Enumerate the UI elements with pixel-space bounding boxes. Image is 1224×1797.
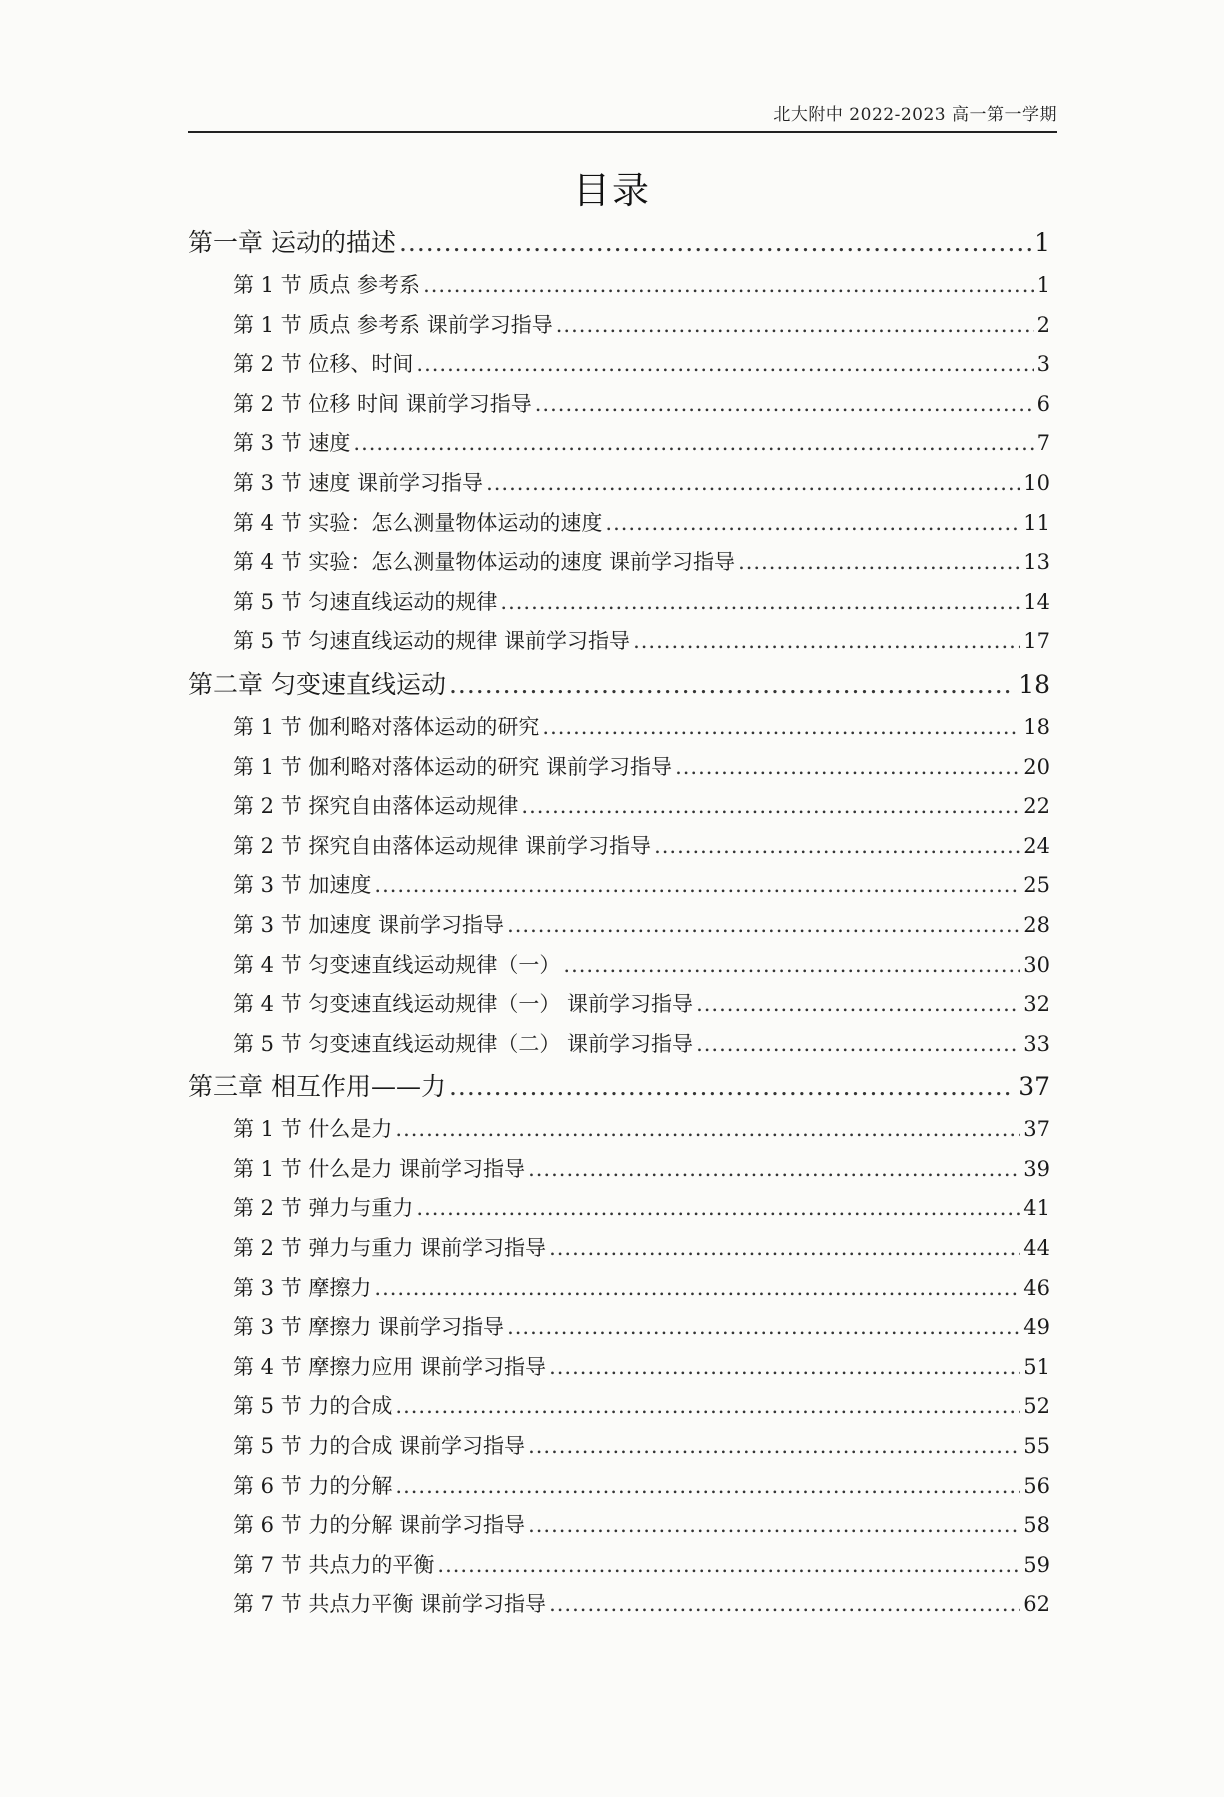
- toc-section-entry: [188, 748, 1050, 788]
- toc-page-number: 58: [1023, 1513, 1050, 1538]
- dot-leader: [563, 946, 1020, 986]
- dot-leader: [696, 1025, 1020, 1065]
- dot-leader: [654, 827, 1020, 867]
- toc-entry-title: 第二章 匀变速直线运动: [188, 669, 446, 699]
- dot-leader: [374, 866, 1020, 906]
- dot-leader: [353, 424, 1033, 464]
- toc-page-number: 41: [1023, 1196, 1050, 1221]
- toc-page-number: 17: [1023, 629, 1050, 654]
- toc-section-entry: [188, 504, 1050, 544]
- toc-entry-title: 第 4 节 实验：怎么测量物体运动的速度: [233, 510, 603, 535]
- dot-leader: [633, 622, 1020, 662]
- dot-leader: [399, 220, 1031, 266]
- toc-entry-title: 第 5 节 匀速直线运动的规律: [233, 589, 498, 614]
- toc-section-entry: [188, 866, 1050, 906]
- toc-page-number: 24: [1023, 833, 1050, 858]
- dot-leader: [437, 1546, 1020, 1586]
- toc-entry-title: 第三章 相互作用——力: [188, 1072, 446, 1102]
- toc-page-number: 39: [1023, 1156, 1050, 1181]
- toc-entry-title: 第 2 节 弹力与重力 课前学习指导: [233, 1236, 547, 1261]
- toc-section-entry: [188, 622, 1050, 662]
- toc-section-entry: [188, 1269, 1050, 1309]
- toc-page-number: 14: [1023, 589, 1050, 614]
- toc-section-entry: [188, 787, 1050, 827]
- toc-page-number: 32: [1023, 992, 1050, 1017]
- toc-entry-title: 第 4 节 实验：怎么测量物体运动的速度 课前学习指导: [233, 550, 736, 575]
- toc-entry-title: 第 1 节 伽利略对落体运动的研究: [233, 714, 540, 739]
- dot-leader: [486, 464, 1020, 504]
- toc-page-number: 10: [1023, 470, 1050, 495]
- toc-page-number: 55: [1023, 1434, 1050, 1459]
- toc-page-number: 25: [1023, 873, 1050, 898]
- toc-entry-title: 第 3 节 速度: [233, 431, 351, 456]
- toc-section-entry: [188, 906, 1050, 946]
- toc-section-entry: [188, 985, 1050, 1025]
- toc-page-number: 1: [1034, 228, 1050, 257]
- dot-leader: [549, 1348, 1020, 1388]
- dot-leader: [675, 748, 1020, 788]
- dot-leader: [507, 906, 1020, 946]
- toc-entry-title: 第 4 节 匀变速直线运动规律（一）: [233, 952, 561, 977]
- toc-page-number: 2: [1036, 312, 1050, 337]
- dot-leader: [500, 583, 1020, 623]
- toc-section-entry: [188, 543, 1050, 583]
- toc-entry-title: 第 3 节 速度 课前学习指导: [233, 470, 484, 495]
- dot-leader: [696, 985, 1020, 1025]
- toc-entry-title: 第 2 节 探究自由落体运动规律: [233, 794, 519, 819]
- toc-section-entry: [188, 827, 1050, 867]
- dot-leader: [556, 306, 1034, 346]
- toc-page-number: 37: [1023, 1117, 1050, 1142]
- running-header: 北大附中 2022-2023 高一第一学期: [773, 105, 1057, 125]
- toc-section-entry: [188, 1348, 1050, 1388]
- toc-page-number: 13: [1023, 550, 1050, 575]
- toc-entry-title: 第 2 节 弹力与重力: [233, 1196, 414, 1221]
- toc-section-entry: [188, 946, 1050, 986]
- dot-leader: [549, 1585, 1020, 1625]
- toc-entry-title: 第 1 节 质点 参考系 课前学习指导: [233, 312, 553, 337]
- toc-entry-title: 第一章 运动的描述: [188, 228, 396, 257]
- dot-leader: [738, 543, 1020, 583]
- toc-entry-title: 第 7 节 共点力的平衡: [233, 1552, 435, 1577]
- toc-section-entry: [188, 583, 1050, 623]
- toc-page-number: 37: [1018, 1072, 1050, 1102]
- toc-entry-title: 第 3 节 摩擦力 课前学习指导: [233, 1315, 505, 1340]
- toc-entry-title: 第 3 节 加速度: [233, 873, 372, 898]
- toc-chapter-entry: [188, 1064, 1050, 1110]
- dot-leader: [542, 708, 1020, 748]
- toc-entry-title: 第 1 节 什么是力 课前学习指导: [233, 1156, 526, 1181]
- toc-page-number: 18: [1023, 714, 1050, 739]
- toc-section-entry: [188, 424, 1050, 464]
- page-title: 目录: [573, 169, 651, 212]
- dot-leader: [449, 662, 1015, 708]
- toc-page-number: 28: [1023, 912, 1050, 937]
- toc-section-entry: [188, 1025, 1050, 1065]
- toc-section-entry: [188, 385, 1050, 425]
- dot-leader: [449, 1064, 1015, 1110]
- dot-leader: [416, 345, 1033, 385]
- toc-page-number: 3: [1036, 352, 1050, 377]
- toc-section-entry: [188, 1387, 1050, 1427]
- toc-entry-title: 第 1 节 质点 参考系: [233, 273, 421, 297]
- toc-section-entry: [188, 464, 1050, 504]
- toc-entry-title: 第 5 节 匀速直线运动的规律 课前学习指导: [233, 629, 631, 654]
- toc-page-number: 33: [1023, 1031, 1050, 1056]
- toc-entry-title: 第 2 节 探究自由落体运动规律 课前学习指导: [233, 833, 652, 858]
- toc-entry-title: 第 5 节 力的合成: [233, 1394, 393, 1419]
- toc-page-number: 52: [1023, 1394, 1050, 1419]
- toc-page-number: 7: [1036, 431, 1050, 456]
- dot-leader: [535, 385, 1034, 425]
- toc-page-number: 59: [1023, 1552, 1050, 1577]
- toc-chapter-entry: [188, 662, 1050, 708]
- toc-page-number: 49: [1023, 1315, 1050, 1340]
- toc-section-entry: [188, 1229, 1050, 1269]
- dot-leader: [521, 787, 1020, 827]
- toc-page-number: 62: [1023, 1592, 1050, 1617]
- dot-leader: [374, 1269, 1020, 1309]
- toc-entry-title: 第 1 节 伽利略对落体运动的研究 课前学习指导: [233, 754, 673, 779]
- toc-entry-title: 第 6 节 力的分解 课前学习指导: [233, 1513, 526, 1538]
- toc-entry-title: 第 7 节 共点力平衡 课前学习指导: [233, 1592, 547, 1617]
- dot-leader: [423, 266, 1034, 306]
- toc-page-number: 18: [1018, 669, 1050, 699]
- toc-page-number: 11: [1023, 510, 1050, 535]
- toc-page-number: 30: [1023, 952, 1050, 977]
- toc-section-entry: [188, 708, 1050, 748]
- toc-section-entry: [188, 266, 1050, 306]
- dot-leader: [528, 1427, 1020, 1467]
- toc-section-entry: [188, 1150, 1050, 1190]
- toc-page-number: 51: [1023, 1354, 1050, 1379]
- toc-entry-title: 第 3 节 摩擦力: [233, 1275, 372, 1300]
- toc-section-entry: [188, 345, 1050, 385]
- toc-entry-title: 第 4 节 摩擦力应用 课前学习指导: [233, 1354, 547, 1379]
- toc-section-entry: [188, 1467, 1050, 1507]
- toc-section-entry: [188, 1427, 1050, 1467]
- toc-page-number: 22: [1023, 794, 1050, 819]
- dot-leader: [507, 1308, 1020, 1348]
- toc-section-entry: [188, 306, 1050, 346]
- dot-leader: [395, 1387, 1020, 1427]
- toc-page-number: 20: [1023, 754, 1050, 779]
- dot-leader: [528, 1150, 1020, 1190]
- dot-leader: [416, 1189, 1020, 1229]
- toc-section-entry: [188, 1585, 1050, 1625]
- toc-entry-title: 第 3 节 加速度 课前学习指导: [233, 912, 505, 937]
- toc-section-entry: [188, 1110, 1050, 1150]
- toc-entry-title: 第 1 节 什么是力: [233, 1117, 393, 1142]
- toc-entry-title: 第 6 节 力的分解: [233, 1473, 393, 1498]
- toc-entry-title: 第 2 节 位移、时间: [233, 352, 414, 377]
- dot-leader: [395, 1110, 1020, 1150]
- dot-leader: [528, 1506, 1020, 1546]
- toc-page-number: 44: [1023, 1236, 1050, 1261]
- toc-entry-title: 第 4 节 匀变速直线运动规律（一） 课前学习指导: [233, 992, 694, 1017]
- toc-section-entry: [188, 1546, 1050, 1586]
- toc-entry-title: 第 5 节 匀变速直线运动规律（二） 课前学习指导: [233, 1031, 694, 1056]
- toc-entry-title: 第 5 节 力的合成 课前学习指导: [233, 1434, 526, 1459]
- toc-chapter-entry: [188, 220, 1050, 266]
- toc-section-entry: [188, 1506, 1050, 1546]
- dot-leader: [395, 1467, 1020, 1507]
- dot-leader: [605, 504, 1020, 544]
- toc-section-entry: [188, 1189, 1050, 1229]
- toc-page-number: 6: [1036, 391, 1050, 416]
- toc-section-entry: [188, 1308, 1050, 1348]
- dot-leader: [549, 1229, 1020, 1269]
- toc-page-number: 1: [1036, 273, 1050, 297]
- table-of-contents: [188, 220, 1050, 1625]
- header-rule: [188, 131, 1057, 133]
- toc-page-number: 46: [1023, 1275, 1050, 1300]
- toc-page-number: 56: [1023, 1473, 1050, 1498]
- toc-entry-title: 第 2 节 位移 时间 课前学习指导: [233, 391, 532, 416]
